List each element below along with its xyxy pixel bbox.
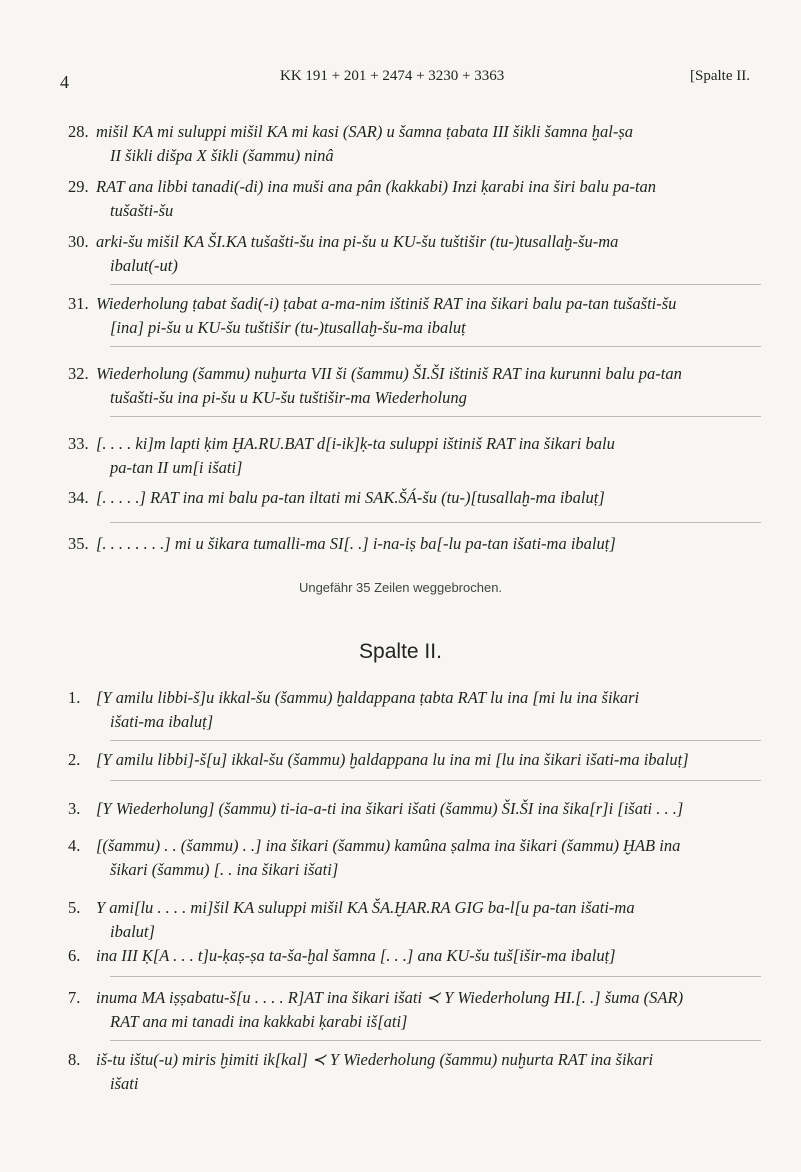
- col2-line-1-cont: išati-ma ibaluṭ]: [110, 712, 214, 731]
- col2-line-4-cont: šikari (šammu) [. . ina šikari išati]: [110, 860, 339, 879]
- text-line-33-cont: pa-tan II um[i išati]: [110, 458, 243, 477]
- col2-line-2: 2. [Y amilu libbi]-š[u] ikkal-šu (šammu) ḫaldappana lu ina mi [lu ina šikari išati-ma ibaluṭ]: [68, 750, 689, 769]
- text-line-34: 34. [. . . . .] RAT ina mi balu pa-tan iltati mi SAK.ŠÁ-šu (tu-)[tusallaḫ-ma ibaluṭ]: [68, 488, 605, 507]
- col2-line-1: 1. [Y amilu libbi-š]u ikkal-šu (šammu) ḫaldappana ṭabta RAT lu ina [mi lu ina šikari: [68, 688, 640, 707]
- col2-line-8: 8. iš-tu ištu(-u) miris ḫimiti ik[kal] ≺ Y Wiederholung (šammu) nuḫurta RAT ina šikari: [68, 1050, 654, 1069]
- text-line-28-cont: II šikli dišpa X šikli (šammu) ninâ: [110, 146, 334, 165]
- text-line-30-cont: ibalut(-ut): [110, 256, 178, 275]
- text-line-29-cont: tušašti-šu: [110, 201, 174, 220]
- divider: [110, 522, 761, 523]
- lacuna-note: Ungefähr 35 Zeilen weggebrochen.: [298, 580, 503, 595]
- text-line-29: 29. RAT ana libbi tanadi(-di) ina muši ana pân (kakkabi) Inzi ḳarabi ina širi balu pa-tan: [68, 177, 657, 196]
- col2-line-4: 4. [(šammu) . . (šammu) . .] ina šikari (šammu) kamûna ṣalma ina šikari (šammu) ḪAB ina: [68, 836, 681, 855]
- col2-line-5: 5. Y ami[lu . . . . mi]šil KA suluppi mišil KA ŠA.ḪAR.RA GIG ba-l[u pa-tan išati-ma: [68, 898, 635, 917]
- divider: [110, 740, 761, 741]
- divider: [110, 416, 761, 417]
- text-line-33: 33. [. . . . ki]m lapti ḳim ḪA.RU.BAT d[i-ik]ḳ-ta suluppi ištiniš RAT ina šikari balu: [68, 434, 615, 453]
- divider: [110, 780, 761, 781]
- text-line-28: 28. mišil KA mi suluppi mišil KA mi kasi (SAR) u šamna ṭabata III šikli šamna ḫal-ṣa: [68, 122, 634, 141]
- divider: [110, 346, 761, 347]
- page-number: 4: [60, 72, 69, 92]
- col2-line-7: 7. inuma MA iṣṣabatu-š[u . . . . R]AT ina šikari išati ≺ Y Wiederholung HI.[. .] šuma (SAR): [68, 988, 684, 1007]
- col2-line-3: 3. [Y Wiederholung] (šammu) ti-ia-a-ti ina šikari išati (šammu) ŠI.ŠI ina šika[r]i [išati . . .]: [68, 799, 684, 818]
- text-line-30: 30. arki-šu mišil KA ŠI.KA tušašti-šu ina pi-šu u KU-šu tuštišir (tu-)tusallaḫ-šu-ma: [68, 232, 619, 251]
- col2-line-7-cont: RAT ana mi tanadi ina kakkabi ḳarabi iš[ati]: [110, 1012, 408, 1031]
- column-title: Spalte II.: [359, 640, 442, 663]
- text-line-35: 35. [. . . . . . . .] mi u šikara tumalli-ma SI[. .] i-na-iṣ ba[-lu pa-tan išati-ma ibaluṭ]: [68, 534, 616, 553]
- col2-line-8-cont: išati: [110, 1074, 139, 1093]
- text-line-31: 31. Wiederholung ṭabat šadi(-i) ṭabat a-ma-nim ištiniš RAT ina šikari balu pa-tan tušašti-šu: [68, 294, 677, 313]
- col2-line-6: 6. ina III Ḳ[A . . . t]u-ḳaṣ-ṣa ta-ša-ḫal šamna [. . .] ana KU-šu tuš[išir-ma ibaluṭ]: [68, 946, 616, 965]
- text-line-32-cont: tušašti-šu ina pi-šu u KU-šu tuštišir-ma Wiederholung: [110, 388, 467, 407]
- text-line-31-cont: [ina] pi-šu u KU-šu tuštišir (tu-)tusallaḫ-šu-ma ibaluṭ: [110, 318, 466, 337]
- text-line-32: 32. Wiederholung (šammu) nuḫurta VII ši (šammu) ŠI.ŠI ištiniš RAT ina kurunni balu pa-tan: [68, 364, 682, 383]
- page-header: [60, 68, 750, 92]
- col2-line-5-cont: ibalut]: [110, 922, 155, 941]
- tablet-signature: KK 191 + 201 + 2474 + 3230 + 3363: [280, 68, 505, 84]
- divider: [110, 284, 761, 285]
- column-marker: [Spalte II.: [690, 68, 750, 84]
- divider: [110, 976, 761, 977]
- divider: [110, 1040, 761, 1041]
